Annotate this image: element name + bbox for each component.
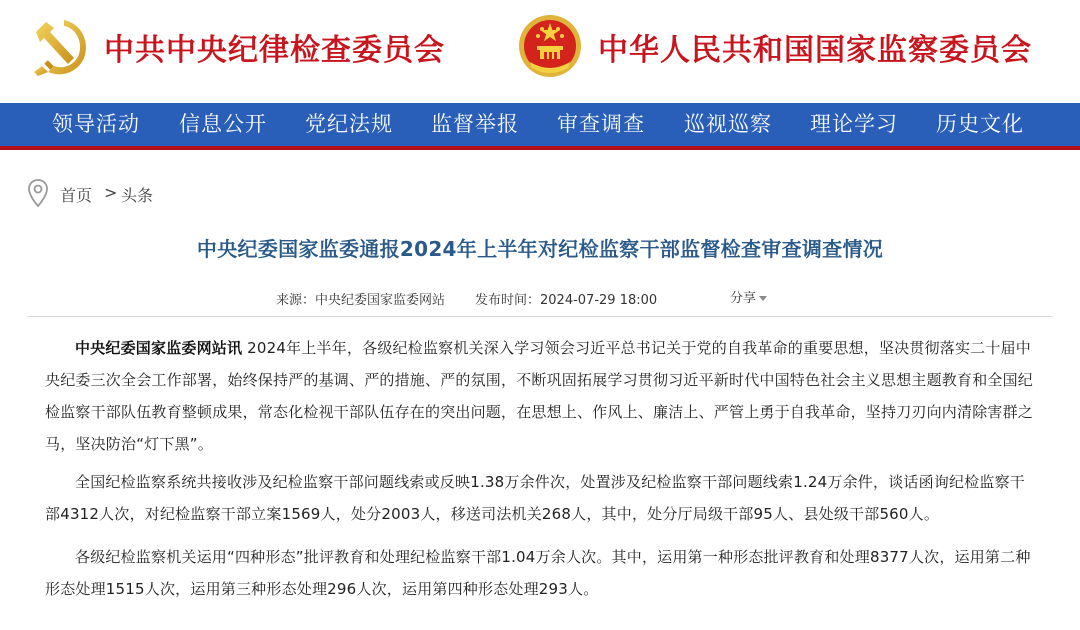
party-emblem-icon[interactable] [28,14,94,80]
location-pin-icon [27,178,49,208]
nav-item-history[interactable]: 历史文化 [936,112,1024,136]
nav-item-regulations[interactable]: 党纪法规 [305,112,393,136]
nav-divider [0,146,1080,150]
nav-item-theory[interactable]: 理论学习 [810,112,898,136]
nav-item-inspection[interactable]: 巡视巡察 [684,112,772,136]
article-paragraph [45,332,1035,460]
article-paragraph: 各级纪检监察机关运用“四种形态”批评教育和处理纪检监察干部1.04万余人次。其中，运用第一种形态批评教育和处理8377人次，运用第二种形态处理1515人次，运用第三种形态处理296人次，运用第四种形态处理293人。 [45,548,1031,598]
chevron-down-icon [759,296,767,301]
site-header [0,0,1080,103]
article-paragraph: 全国纪检监察系统共接收涉及纪检监察干部问题线索或反映1.38万余件次，处置涉及纪检监察干部问题线索1.24万余件，谈话函询纪检监察干部4312人次，对纪检监察干部立案1569人，处分2003人，移送司法机关268人，其中，处分厅局级干部95人、县处级干部560人。 [45,473,1026,523]
nav-item-info-disclosure[interactable]: 信息公开 [179,112,267,136]
source-value: 中央纪委国家监委网站 [315,293,446,308]
breadcrumb-home[interactable]: 首页 [60,186,93,205]
share-button[interactable] [730,287,767,306]
article-source [276,289,445,308]
time-label: 发布时间： [475,293,541,308]
source-label: 来源： [276,293,316,308]
paragraph-text: 2024年上半年，各级纪检监察机关深入学习领会习近平总书记关于党的自我革命的重要思想，坚决贯彻落实二十届中央纪委三次全会工作部署，始终保持严的基调、严的措施、严的氛围，不断巩固拓展学习贯彻习近平新时代中国特色社会主义思想主题教育和全国纪检监察干部队伍教育整顿成果，常态化检视干部队伍存在的突出问题，在思想上、作风上、廉洁上、严管上勇于自我革命，坚持刀刃向内清除害群之马，坚决防治“灯下黑”。 [45,339,1034,453]
main-nav [0,103,1080,149]
time-value: 2024-07-29 18:00 [540,293,658,308]
nav-item-investigation[interactable]: 审查调查 [557,112,645,136]
breadcrumb-current[interactable]: 头条 [121,186,154,205]
article-title: 中央纪委国家监委通报2024年上半年对纪检监察干部监督检查审查调查情况 [196,237,884,261]
share-label: 分享 [730,291,757,306]
breadcrumb-separator: > [104,183,118,202]
article-publish-time [475,289,657,308]
nav-item-report[interactable]: 监督举报 [431,112,519,136]
paragraph-lead: 中央纪委国家监委网站讯 [75,339,243,357]
article-divider [27,316,1053,317]
state-org-title[interactable]: 中华人民共和国国家监察委员会 [598,33,1032,68]
national-emblem-icon[interactable] [516,12,584,80]
party-org-title[interactable]: 中共中央纪律检查委员会 [104,33,445,68]
nav-item-leadership[interactable]: 领导活动 [52,112,140,136]
